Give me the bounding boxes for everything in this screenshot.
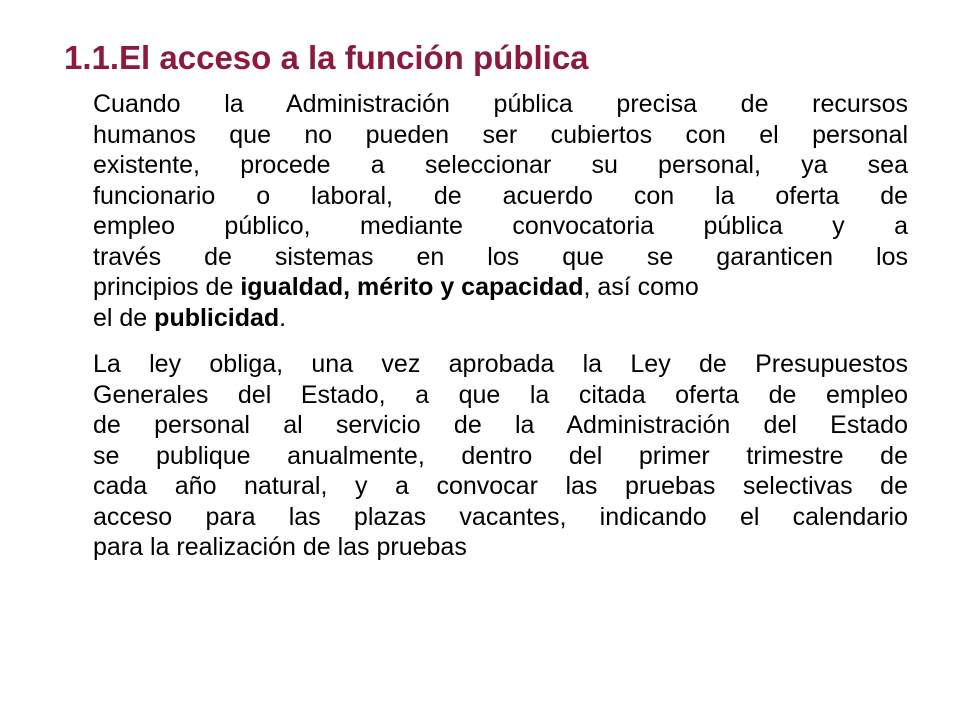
- text-segment: el de: [93, 303, 155, 332]
- emphasis-publicidad: publicidad: [154, 303, 280, 332]
- slide-body: [93, 89, 908, 563]
- text-segment: través de sistemas en los que se garanticen los: [93, 242, 908, 271]
- paragraph-acceso: [93, 89, 908, 333]
- text-segment: de personal al servicio de la Administración del Estado: [93, 411, 908, 439]
- text-segment: acceso para las plazas vacantes, indicando el calendario: [93, 502, 908, 531]
- paragraph-ley: [93, 349, 908, 563]
- text-segment: cada año natural, y a convocar las pruebas selectivas de: [93, 472, 908, 500]
- text-segment: empleo público, mediante convocatoria pública y a: [93, 212, 908, 240]
- text-line: [93, 380, 908, 411]
- text-line: [93, 441, 908, 472]
- text-line: [93, 532, 908, 563]
- text-segment: Generales del Estado, a que la citada oferta de empleo: [93, 380, 908, 409]
- text-line: [93, 89, 908, 120]
- text-line: [93, 272, 908, 303]
- text-line: [93, 502, 908, 533]
- text-line: [93, 303, 908, 334]
- text-line: [93, 349, 908, 380]
- text-line: [93, 471, 908, 502]
- emphasis-principios: igualdad, mérito y capacidad: [240, 273, 584, 301]
- text-segment: humanos que no pueden ser cubiertos con el personal: [93, 120, 908, 149]
- text-segment: existente, procede a seleccionar su personal, ya sea: [93, 151, 908, 179]
- text-segment: se publique anualmente, dentro del primer trimestre de: [93, 441, 908, 470]
- text-line: [93, 410, 908, 441]
- text-line: [93, 150, 908, 181]
- text-segment: , así como: [583, 273, 699, 301]
- slide-title: 1.1.El acceso a la función pública: [64, 39, 589, 76]
- text-line: [93, 242, 908, 273]
- text-segment: para la realización de las pruebas: [93, 533, 467, 561]
- text-line: [93, 181, 908, 212]
- text-segment: Cuando la Administración pública precisa de recursos: [93, 90, 908, 118]
- text-segment: principios de: [93, 273, 241, 301]
- text-segment: La ley obliga, una vez aprobada la Ley de Presupuestos: [93, 350, 908, 378]
- text-line: [93, 120, 908, 151]
- text-segment: funcionario o laboral, de acuerdo con la oferta de: [93, 181, 908, 210]
- text-line: [93, 211, 908, 242]
- text-segment: .: [279, 303, 287, 332]
